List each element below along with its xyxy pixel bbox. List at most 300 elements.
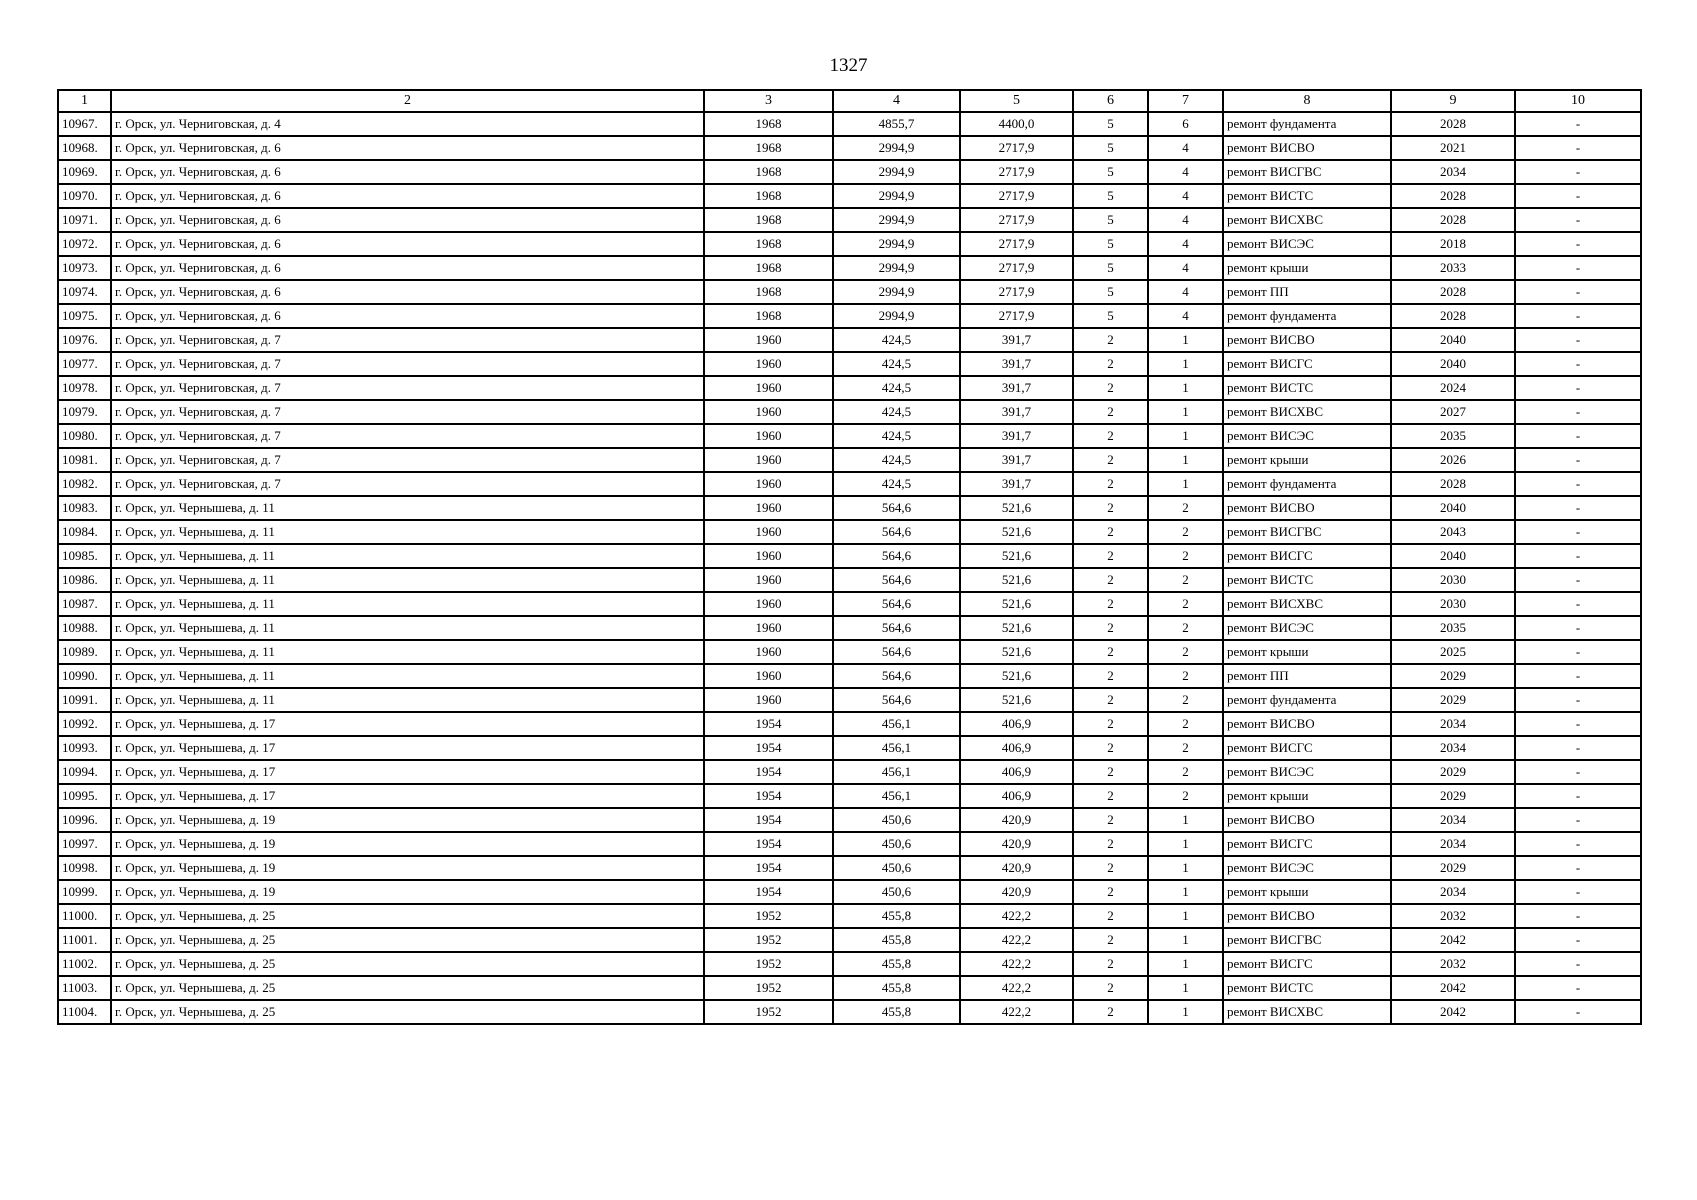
table-row (58, 880, 1641, 904)
cell-floors: 2 (1073, 712, 1148, 736)
cell-floors: 5 (1073, 208, 1148, 232)
cell-living-area: 2717,9 (960, 256, 1073, 280)
cell-note: - (1515, 928, 1641, 952)
cell-note: - (1515, 616, 1641, 640)
cell-total-area: 2994,9 (833, 184, 960, 208)
cell-note: - (1515, 952, 1641, 976)
cell-floors: 5 (1073, 136, 1148, 160)
cell-note: - (1515, 520, 1641, 544)
cell-work-type: ремонт ВИСЭС (1223, 424, 1391, 448)
table-row (58, 136, 1641, 160)
cell-entrances: 4 (1148, 136, 1223, 160)
cell-note: - (1515, 904, 1641, 928)
cell-year-built: 1968 (704, 280, 833, 304)
cell-year-built: 1960 (704, 544, 833, 568)
cell-year-built: 1954 (704, 736, 833, 760)
cell-planned-year: 2034 (1391, 712, 1515, 736)
cell-floors: 5 (1073, 232, 1148, 256)
cell-entrances: 4 (1148, 280, 1223, 304)
cell-address: г. Орск, ул. Чернышева, д. 11 (111, 592, 704, 616)
cell-floors: 2 (1073, 736, 1148, 760)
cell-row-number: 10989. (58, 640, 111, 664)
cell-note: - (1515, 976, 1641, 1000)
cell-planned-year: 2029 (1391, 784, 1515, 808)
cell-floors: 2 (1073, 928, 1148, 952)
cell-address: г. Орск, ул. Чернышева, д. 17 (111, 736, 704, 760)
column-header-5: 5 (960, 90, 1073, 112)
cell-total-area: 456,1 (833, 736, 960, 760)
cell-work-type: ремонт ВИСХВС (1223, 592, 1391, 616)
cell-work-type: ремонт крыши (1223, 448, 1391, 472)
cell-entrances: 1 (1148, 880, 1223, 904)
cell-total-area: 2994,9 (833, 256, 960, 280)
cell-work-type: ремонт ВИСЭС (1223, 760, 1391, 784)
table-row (58, 688, 1641, 712)
cell-work-type: ремонт ВИСЭС (1223, 856, 1391, 880)
cell-total-area: 424,5 (833, 376, 960, 400)
cell-address: г. Орск, ул. Чернышева, д. 11 (111, 520, 704, 544)
cell-total-area: 450,6 (833, 880, 960, 904)
cell-entrances: 1 (1148, 856, 1223, 880)
cell-row-number: 10978. (58, 376, 111, 400)
cell-total-area: 564,6 (833, 688, 960, 712)
cell-planned-year: 2034 (1391, 160, 1515, 184)
table-row (58, 448, 1641, 472)
cell-living-area: 420,9 (960, 856, 1073, 880)
cell-address: г. Орск, ул. Черниговская, д. 7 (111, 376, 704, 400)
cell-planned-year: 2028 (1391, 472, 1515, 496)
cell-floors: 2 (1073, 568, 1148, 592)
cell-floors: 2 (1073, 352, 1148, 376)
cell-total-area: 2994,9 (833, 208, 960, 232)
column-header-3: 3 (704, 90, 833, 112)
cell-total-area: 456,1 (833, 712, 960, 736)
cell-planned-year: 2035 (1391, 424, 1515, 448)
cell-row-number: 10995. (58, 784, 111, 808)
cell-total-area: 424,5 (833, 424, 960, 448)
cell-work-type: ремонт ПП (1223, 664, 1391, 688)
cell-year-built: 1960 (704, 328, 833, 352)
cell-row-number: 10981. (58, 448, 111, 472)
cell-living-area: 422,2 (960, 1000, 1073, 1024)
cell-note: - (1515, 328, 1641, 352)
table-row (58, 832, 1641, 856)
cell-address: г. Орск, ул. Чернышева, д. 17 (111, 760, 704, 784)
cell-entrances: 2 (1148, 736, 1223, 760)
cell-address: г. Орск, ул. Черниговская, д. 4 (111, 112, 704, 136)
cell-address: г. Орск, ул. Черниговская, д. 7 (111, 472, 704, 496)
cell-work-type: ремонт ПП (1223, 280, 1391, 304)
cell-year-built: 1960 (704, 424, 833, 448)
cell-note: - (1515, 640, 1641, 664)
cell-note: - (1515, 1000, 1641, 1024)
cell-planned-year: 2032 (1391, 952, 1515, 976)
table-row (58, 568, 1641, 592)
cell-row-number: 11000. (58, 904, 111, 928)
cell-living-area: 2717,9 (960, 184, 1073, 208)
table-row (58, 256, 1641, 280)
cell-floors: 5 (1073, 112, 1148, 136)
cell-total-area: 456,1 (833, 760, 960, 784)
cell-address: г. Орск, ул. Черниговская, д. 7 (111, 328, 704, 352)
cell-note: - (1515, 568, 1641, 592)
cell-entrances: 4 (1148, 256, 1223, 280)
cell-floors: 2 (1073, 760, 1148, 784)
cell-total-area: 455,8 (833, 928, 960, 952)
cell-living-area: 391,7 (960, 448, 1073, 472)
table-row (58, 712, 1641, 736)
table-row (58, 184, 1641, 208)
cell-planned-year: 2024 (1391, 376, 1515, 400)
cell-floors: 5 (1073, 160, 1148, 184)
cell-year-built: 1968 (704, 232, 833, 256)
table-row (58, 904, 1641, 928)
cell-address: г. Орск, ул. Чернышева, д. 17 (111, 712, 704, 736)
cell-note: - (1515, 736, 1641, 760)
cell-work-type: ремонт крыши (1223, 256, 1391, 280)
table-row (58, 112, 1641, 136)
column-header-8: 8 (1223, 90, 1391, 112)
cell-entrances: 2 (1148, 520, 1223, 544)
cell-work-type: ремонт ВИСГС (1223, 952, 1391, 976)
cell-floors: 5 (1073, 304, 1148, 328)
cell-living-area: 422,2 (960, 904, 1073, 928)
cell-floors: 2 (1073, 448, 1148, 472)
cell-living-area: 391,7 (960, 424, 1073, 448)
column-header-1: 1 (58, 90, 111, 112)
cell-year-built: 1954 (704, 856, 833, 880)
cell-floors: 2 (1073, 640, 1148, 664)
cell-address: г. Орск, ул. Черниговская, д. 6 (111, 280, 704, 304)
cell-entrances: 4 (1148, 304, 1223, 328)
cell-address: г. Орск, ул. Чернышева, д. 11 (111, 544, 704, 568)
cell-year-built: 1968 (704, 208, 833, 232)
cell-total-area: 450,6 (833, 832, 960, 856)
cell-row-number: 10985. (58, 544, 111, 568)
cell-year-built: 1954 (704, 784, 833, 808)
cell-row-number: 10991. (58, 688, 111, 712)
cell-floors: 2 (1073, 472, 1148, 496)
cell-note: - (1515, 256, 1641, 280)
cell-work-type: ремонт ВИСГВС (1223, 160, 1391, 184)
cell-work-type: ремонт ВИСВО (1223, 328, 1391, 352)
cell-year-built: 1960 (704, 592, 833, 616)
cell-row-number: 10970. (58, 184, 111, 208)
cell-floors: 2 (1073, 592, 1148, 616)
cell-note: - (1515, 232, 1641, 256)
cell-living-area: 521,6 (960, 664, 1073, 688)
cell-floors: 2 (1073, 496, 1148, 520)
cell-entrances: 2 (1148, 760, 1223, 784)
cell-work-type: ремонт фундамента (1223, 304, 1391, 328)
cell-entrances: 1 (1148, 928, 1223, 952)
cell-row-number: 10969. (58, 160, 111, 184)
cell-floors: 2 (1073, 616, 1148, 640)
cell-address: г. Орск, ул. Черниговская, д. 7 (111, 400, 704, 424)
cell-total-area: 456,1 (833, 784, 960, 808)
cell-planned-year: 2029 (1391, 760, 1515, 784)
cell-living-area: 2717,9 (960, 280, 1073, 304)
table-row (58, 472, 1641, 496)
cell-planned-year: 2040 (1391, 328, 1515, 352)
cell-note: - (1515, 400, 1641, 424)
table-row (58, 952, 1641, 976)
cell-living-area: 2717,9 (960, 136, 1073, 160)
cell-note: - (1515, 352, 1641, 376)
cell-living-area: 521,6 (960, 688, 1073, 712)
cell-planned-year: 2040 (1391, 352, 1515, 376)
cell-total-area: 455,8 (833, 904, 960, 928)
cell-floors: 2 (1073, 976, 1148, 1000)
cell-year-built: 1952 (704, 952, 833, 976)
cell-entrances: 1 (1148, 1000, 1223, 1024)
cell-planned-year: 2040 (1391, 544, 1515, 568)
cell-entrances: 1 (1148, 976, 1223, 1000)
cell-note: - (1515, 760, 1641, 784)
cell-address: г. Орск, ул. Чернышева, д. 11 (111, 664, 704, 688)
cell-planned-year: 2034 (1391, 880, 1515, 904)
table-row (58, 856, 1641, 880)
cell-planned-year: 2042 (1391, 928, 1515, 952)
cell-work-type: ремонт ВИСГВС (1223, 520, 1391, 544)
cell-living-area: 521,6 (960, 616, 1073, 640)
cell-floors: 2 (1073, 1000, 1148, 1024)
cell-floors: 2 (1073, 376, 1148, 400)
cell-row-number: 10987. (58, 592, 111, 616)
cell-living-area: 521,6 (960, 640, 1073, 664)
cell-living-area: 420,9 (960, 808, 1073, 832)
cell-planned-year: 2027 (1391, 400, 1515, 424)
cell-year-built: 1968 (704, 304, 833, 328)
cell-total-area: 2994,9 (833, 280, 960, 304)
page-number: 1327 (829, 55, 868, 76)
cell-living-area: 406,9 (960, 736, 1073, 760)
cell-address: г. Орск, ул. Чернышева, д. 11 (111, 568, 704, 592)
cell-work-type: ремонт ВИСХВС (1223, 208, 1391, 232)
cell-year-built: 1960 (704, 640, 833, 664)
cell-total-area: 564,6 (833, 544, 960, 568)
cell-address: г. Орск, ул. Чернышева, д. 25 (111, 904, 704, 928)
cell-planned-year: 2042 (1391, 1000, 1515, 1024)
cell-year-built: 1968 (704, 160, 833, 184)
column-header-7: 7 (1148, 90, 1223, 112)
cell-address: г. Орск, ул. Чернышева, д. 25 (111, 1000, 704, 1024)
cell-year-built: 1968 (704, 256, 833, 280)
cell-planned-year: 2034 (1391, 736, 1515, 760)
cell-row-number: 10972. (58, 232, 111, 256)
cell-row-number: 10979. (58, 400, 111, 424)
cell-floors: 2 (1073, 664, 1148, 688)
cell-address: г. Орск, ул. Черниговская, д. 7 (111, 424, 704, 448)
table-row (58, 976, 1641, 1000)
cell-note: - (1515, 496, 1641, 520)
cell-work-type: ремонт ВИСГС (1223, 544, 1391, 568)
cell-total-area: 2994,9 (833, 160, 960, 184)
cell-total-area: 564,6 (833, 592, 960, 616)
cell-entrances: 2 (1148, 664, 1223, 688)
cell-year-built: 1968 (704, 184, 833, 208)
cell-address: г. Орск, ул. Чернышева, д. 25 (111, 928, 704, 952)
cell-work-type: ремонт ВИСХВС (1223, 400, 1391, 424)
cell-note: - (1515, 376, 1641, 400)
cell-note: - (1515, 160, 1641, 184)
cell-year-built: 1952 (704, 928, 833, 952)
cell-total-area: 424,5 (833, 472, 960, 496)
cell-work-type: ремонт ВИСТС (1223, 568, 1391, 592)
table-row (58, 760, 1641, 784)
cell-year-built: 1968 (704, 112, 833, 136)
cell-work-type: ремонт ВИСХВС (1223, 1000, 1391, 1024)
cell-floors: 5 (1073, 280, 1148, 304)
cell-year-built: 1960 (704, 688, 833, 712)
cell-year-built: 1952 (704, 976, 833, 1000)
cell-year-built: 1960 (704, 664, 833, 688)
cell-row-number: 10968. (58, 136, 111, 160)
cell-work-type: ремонт ВИСТС (1223, 184, 1391, 208)
cell-year-built: 1960 (704, 448, 833, 472)
cell-total-area: 564,6 (833, 568, 960, 592)
cell-note: - (1515, 688, 1641, 712)
cell-row-number: 10996. (58, 808, 111, 832)
cell-year-built: 1952 (704, 904, 833, 928)
cell-living-area: 521,6 (960, 568, 1073, 592)
cell-work-type: ремонт ВИСВО (1223, 712, 1391, 736)
cell-row-number: 10976. (58, 328, 111, 352)
cell-note: - (1515, 280, 1641, 304)
cell-work-type: ремонт ВИСГС (1223, 736, 1391, 760)
cell-total-area: 424,5 (833, 400, 960, 424)
cell-living-area: 2717,9 (960, 160, 1073, 184)
cell-row-number: 10984. (58, 520, 111, 544)
cell-floors: 2 (1073, 832, 1148, 856)
cell-entrances: 4 (1148, 208, 1223, 232)
cell-total-area: 2994,9 (833, 232, 960, 256)
cell-row-number: 10983. (58, 496, 111, 520)
cell-living-area: 521,6 (960, 544, 1073, 568)
cell-living-area: 406,9 (960, 712, 1073, 736)
cell-total-area: 564,6 (833, 640, 960, 664)
cell-entrances: 2 (1148, 592, 1223, 616)
cell-address: г. Орск, ул. Черниговская, д. 6 (111, 304, 704, 328)
cell-row-number: 11004. (58, 1000, 111, 1024)
cell-living-area: 2717,9 (960, 304, 1073, 328)
cell-entrances: 1 (1148, 472, 1223, 496)
cell-address: г. Орск, ул. Чернышева, д. 17 (111, 784, 704, 808)
cell-floors: 2 (1073, 688, 1148, 712)
cell-living-area: 391,7 (960, 376, 1073, 400)
cell-address: г. Орск, ул. Чернышева, д. 19 (111, 832, 704, 856)
cell-note: - (1515, 544, 1641, 568)
cell-work-type: ремонт ВИСГВС (1223, 928, 1391, 952)
cell-planned-year: 2043 (1391, 520, 1515, 544)
cell-work-type: ремонт фундамента (1223, 688, 1391, 712)
cell-entrances: 1 (1148, 904, 1223, 928)
cell-note: - (1515, 880, 1641, 904)
cell-note: - (1515, 112, 1641, 136)
cell-entrances: 1 (1148, 832, 1223, 856)
cell-total-area: 4855,7 (833, 112, 960, 136)
cell-entrances: 2 (1148, 544, 1223, 568)
cell-total-area: 424,5 (833, 328, 960, 352)
cell-year-built: 1960 (704, 376, 833, 400)
cell-address: г. Орск, ул. Черниговская, д. 7 (111, 352, 704, 376)
table-row (58, 616, 1641, 640)
column-header-6: 6 (1073, 90, 1148, 112)
cell-floors: 2 (1073, 424, 1148, 448)
cell-address: г. Орск, ул. Чернышева, д. 19 (111, 880, 704, 904)
table-row (58, 664, 1641, 688)
cell-entrances: 1 (1148, 808, 1223, 832)
cell-living-area: 4400,0 (960, 112, 1073, 136)
cell-row-number: 10992. (58, 712, 111, 736)
column-header-9: 9 (1391, 90, 1515, 112)
cell-entrances: 4 (1148, 184, 1223, 208)
cell-row-number: 10999. (58, 880, 111, 904)
cell-planned-year: 2030 (1391, 568, 1515, 592)
cell-address: г. Орск, ул. Черниговская, д. 6 (111, 232, 704, 256)
cell-entrances: 4 (1148, 160, 1223, 184)
cell-living-area: 391,7 (960, 328, 1073, 352)
cell-note: - (1515, 856, 1641, 880)
cell-note: - (1515, 712, 1641, 736)
cell-address: г. Орск, ул. Чернышева, д. 11 (111, 496, 704, 520)
cell-year-built: 1968 (704, 136, 833, 160)
cell-work-type: ремонт ВИСВО (1223, 496, 1391, 520)
cell-row-number: 10988. (58, 616, 111, 640)
cell-work-type: ремонт ВИСГС (1223, 832, 1391, 856)
cell-address: г. Орск, ул. Чернышева, д. 19 (111, 856, 704, 880)
cell-planned-year: 2028 (1391, 208, 1515, 232)
cell-row-number: 10994. (58, 760, 111, 784)
cell-entrances: 1 (1148, 376, 1223, 400)
table-row (58, 280, 1641, 304)
table-row (58, 592, 1641, 616)
cell-living-area: 391,7 (960, 352, 1073, 376)
table-row (58, 160, 1641, 184)
cell-entrances: 1 (1148, 424, 1223, 448)
cell-year-built: 1960 (704, 616, 833, 640)
column-header-4: 4 (833, 90, 960, 112)
cell-note: - (1515, 208, 1641, 232)
cell-floors: 2 (1073, 520, 1148, 544)
cell-entrances: 2 (1148, 496, 1223, 520)
table-row (58, 400, 1641, 424)
cell-entrances: 2 (1148, 568, 1223, 592)
table-row (58, 352, 1641, 376)
cell-work-type: ремонт ВИСГС (1223, 352, 1391, 376)
cell-living-area: 422,2 (960, 952, 1073, 976)
cell-entrances: 2 (1148, 712, 1223, 736)
cell-row-number: 10967. (58, 112, 111, 136)
table-row (58, 304, 1641, 328)
cell-entrances: 2 (1148, 688, 1223, 712)
cell-row-number: 10974. (58, 280, 111, 304)
table-body (58, 112, 1641, 1024)
table-row (58, 640, 1641, 664)
cell-planned-year: 2035 (1391, 616, 1515, 640)
cell-note: - (1515, 592, 1641, 616)
cell-planned-year: 2034 (1391, 832, 1515, 856)
cell-total-area: 564,6 (833, 520, 960, 544)
cell-planned-year: 2033 (1391, 256, 1515, 280)
cell-floors: 2 (1073, 904, 1148, 928)
cell-planned-year: 2021 (1391, 136, 1515, 160)
table-row (58, 1000, 1641, 1024)
cell-entrances: 4 (1148, 232, 1223, 256)
cell-note: - (1515, 184, 1641, 208)
cell-year-built: 1960 (704, 400, 833, 424)
cell-entrances: 1 (1148, 328, 1223, 352)
